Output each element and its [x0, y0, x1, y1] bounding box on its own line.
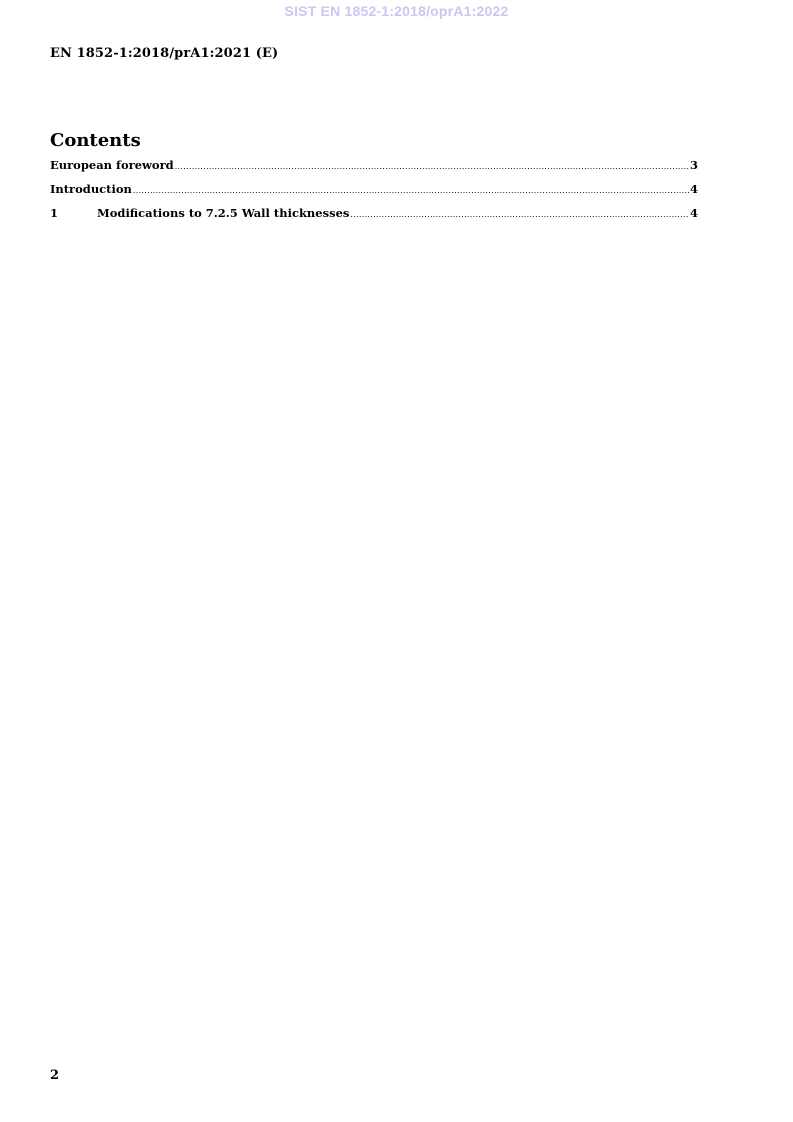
table-of-contents	[50, 158, 698, 230]
toc-dot-leader	[175, 162, 689, 171]
toc-entry-introduction[interactable]	[50, 182, 698, 198]
toc-entry-page: 3	[689, 158, 698, 172]
toc-entry-page: 4	[689, 182, 698, 196]
watermark-text: SIST EN 1852-1:2018/oprA1:2022	[284, 3, 509, 19]
toc-entry-page: 4	[689, 206, 698, 220]
toc-entry-number: 1	[50, 206, 59, 220]
toc-entry-title: European foreword	[50, 158, 174, 172]
toc-dot-leader	[350, 210, 689, 219]
toc-entry-european-foreword[interactable]	[50, 158, 698, 174]
toc-entry-title: Modifications to 7.2.5 Wall thicknesses	[97, 206, 350, 220]
toc-entry-modifications[interactable]	[50, 206, 698, 222]
toc-entry-title: Introduction	[50, 182, 132, 196]
page-number: 2	[50, 1068, 60, 1083]
document-id: EN 1852-1:2018/prA1:2021 (E)	[50, 46, 279, 61]
contents-heading: Contents	[50, 130, 141, 151]
toc-dot-leader	[133, 186, 689, 195]
